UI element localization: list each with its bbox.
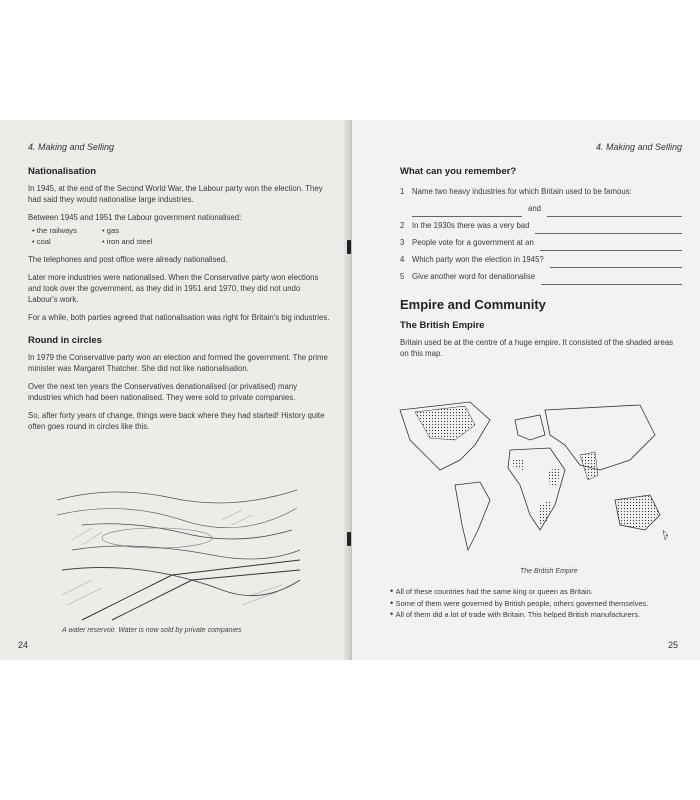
heading-round-in-circles: Round in circles	[28, 335, 102, 346]
question-number: 4	[400, 255, 405, 264]
binding-staple	[347, 532, 351, 546]
question-number: 1	[400, 187, 405, 196]
image-caption: A water reservoir. Water is now sold by private companies	[62, 627, 242, 634]
question-4	[400, 251, 682, 268]
answer-blank[interactable]	[550, 257, 682, 268]
bullet-item: • the railways	[32, 225, 102, 236]
paragraph: Britain used be at the centre of a huge empire. It consisted of the shaded areas on this map.	[400, 338, 674, 358]
heading-what-can-you-remember: What can you remember?	[400, 166, 517, 177]
page-number-left: 24	[18, 640, 29, 650]
paragraph: For a while, both parties agreed that nationalisation was right for Britain's big industries.	[28, 313, 330, 322]
question-text: People vote for a government at an	[412, 238, 534, 247]
answer-blank[interactable]	[412, 206, 522, 217]
question-1	[400, 183, 682, 200]
question-text: Name two heavy industries for which Britain used to be famous:	[412, 187, 632, 196]
question-number: 5	[400, 272, 405, 281]
page-number-right: 25	[668, 640, 679, 650]
section-title-empire: Empire and Community	[400, 297, 546, 312]
paragraph: Later more industries were nationalised. When the Conservative party won elections and took over the government, as they did in 1951 and 1970, they did not undo Labour's work.	[28, 273, 319, 304]
heading-british-empire: The British Empire	[400, 320, 485, 331]
paragraph: So, after forty years of change, things were back where they had started! History quite often goes round in circles like this.	[28, 411, 325, 431]
question-text: Which party won the election in 1945?	[412, 255, 544, 264]
map-caption: The British Empire	[520, 568, 578, 575]
bullet-item: • iron and steel	[102, 236, 212, 247]
question-2	[400, 217, 682, 234]
question-number: 2	[400, 221, 405, 230]
and-label: and	[528, 204, 542, 213]
question-5	[400, 268, 682, 285]
running-head-left: 4. Making and Selling	[28, 142, 115, 152]
paragraph: In 1945, at the end of the Second World War, the Labour party won the election. They had said they would nationalise large industries.	[28, 184, 323, 204]
heading-nationalisation: Nationalisation	[28, 166, 97, 177]
paragraph: Over the next ten years the Conservatives denationalised (or privatised) many industries which had been nationalised. They were sold to private companies.	[28, 382, 298, 402]
question-number: 3	[400, 238, 405, 247]
question-text: In the 1930s there was a very bad	[412, 221, 530, 230]
bullet-item: • Some of them were governed by British people, others governed themselves.	[390, 598, 690, 610]
open-book	[0, 120, 700, 660]
bullet-item: • All of them did a lot of trade with Britain. This helped British manufacturers.	[390, 609, 690, 621]
answer-blank[interactable]	[535, 223, 682, 234]
empire-bullets	[390, 586, 690, 621]
bullet-item: • gas	[102, 225, 212, 236]
world-map-image	[380, 390, 675, 565]
reservoir-sketch-image	[52, 480, 302, 625]
answer-blank[interactable]	[547, 206, 682, 217]
paragraph: The telephones and post office were already nationalised.	[28, 255, 228, 264]
running-head-right: 4. Making and Selling	[595, 142, 682, 152]
question-1-answers	[400, 200, 682, 217]
industry-bullets	[32, 225, 332, 247]
binding-staple	[347, 240, 351, 254]
question-3	[400, 234, 682, 251]
answer-blank[interactable]	[541, 274, 682, 285]
answer-blank[interactable]	[540, 240, 682, 251]
question-text: Give another word for denationalise	[412, 272, 536, 281]
quiz-questions	[400, 183, 682, 285]
bullet-item: • coal	[32, 236, 102, 247]
paragraph: Between 1945 and 1951 the Labour government nationalised:	[28, 213, 242, 222]
paragraph: In 1979 the Conservative party won an election and formed the government. The prime minister was Margaret Thatcher. She did not like nationalisation.	[28, 353, 328, 373]
bullet-item: • All of these countries had the same king or queen as Britain.	[390, 586, 690, 598]
